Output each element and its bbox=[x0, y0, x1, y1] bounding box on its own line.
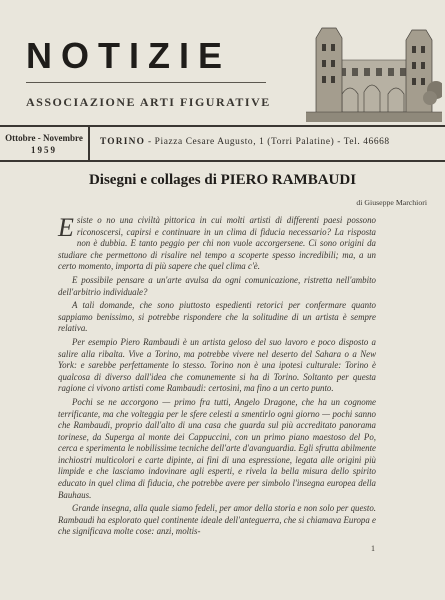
paragraph: A tali domande, che sono piuttosto espedienti retorici per confermare quanto sappiamo benissimo, si potrebbe rispondere che la solitudine di un artista è sempre relativa. bbox=[58, 300, 376, 334]
issue-date-box bbox=[0, 127, 90, 160]
masthead bbox=[26, 36, 271, 110]
paragraph: Pochi se ne accorgono — primo fra tutti, Angelo Dragone, che ha un cognome terrificante, ma che volteggia per le sfere celesti a smentirlo ogni giorno — pochi sanno che Rambaudi, proprio dall'alto di una casa che guarda sul più accreditato panorama torinese, da Superga al monte dei Cappuccini, con un primo piano maestoso del Po, cerca e sperimenta le nobilissime tecniche dell'arte d'avanguardia. Egli sfrutta abilmente inchiostri multicolori e carte dipinte, ai fini di una espressione, legata alle origini più limpide e che lasciamo indovinare agli esperti, e rivela la bella misura dello spirito educato in quel clima di fiducia, che potrebbe avere per simbolo l'insegna europea della Bauhaus. bbox=[58, 396, 376, 500]
address-city: TORINO bbox=[100, 137, 146, 147]
masthead-subtitle: ASSOCIAZIONE ARTI FIGURATIVE bbox=[26, 95, 271, 109]
page-number: 1 bbox=[371, 544, 375, 553]
issue-year: 1959 bbox=[31, 145, 57, 155]
paragraph: Per esempio Piero Rambaudi è un artista geloso del suo lavoro e poco disposto a salire alla ribalta. Vive a Torino, ma potrebbe vivere nel deserto del Sahara o a New York: e sarebbe perfettamente lo stesso. Torino non è una ipotesi culturale: Torino è qualcosa di diverso dall'idea che comunemente si ha di Torino. Soltanto per questa ragione ci vivono artisti come Rambaudi: certosini, ma fino a un certo punto. bbox=[58, 336, 376, 394]
address-street: - Piazza Cesare Augusto, 1 (Torri Palatine) - Tel. 46668 bbox=[148, 137, 390, 147]
masthead-rule bbox=[26, 82, 266, 83]
paragraph: Esiste o no una civiltà pittorica in cui molti artisti di differenti paesi possono riconoscersi, capirsi e continuare in un clima di fiducia necessario? La risposta non è dubbia. E tanto peggio per chi non vuole accorgersene. Ci sono origini da studiare che permettono di risalire nel tempo a scoperte spesso incredibili; ma, a un certo momento, importa di più sapere che quel clima c'è. bbox=[58, 213, 376, 272]
paragraph: Grande insegna, alla quale siamo fedeli, per amor della storia e non solo per questo. Rambaudi ha esplorato quel continente ideale dell'anteguerra, che si chiamava Europa e che significava molte cose: anzi, moltis- bbox=[58, 503, 376, 537]
masthead-title: NOTIZIE bbox=[26, 35, 231, 76]
address-line bbox=[100, 137, 390, 147]
paragraph: E possibile pensare a un'arte avulsa da ogni comunicazione, ristretta nell'ambito dell'arbitrio individuale? bbox=[58, 274, 376, 297]
article-byline: di Giuseppe Marchiori bbox=[356, 198, 427, 207]
article-body bbox=[58, 215, 376, 540]
article-title: Disegni e collages di PIERO RAMBAUDI bbox=[88, 172, 357, 188]
issue-info-bar bbox=[0, 125, 445, 162]
drop-cap: E bbox=[58, 213, 74, 242]
torri-palatine-illustration bbox=[306, 20, 442, 122]
issue-months: Ottobre - Novembre bbox=[5, 133, 83, 143]
